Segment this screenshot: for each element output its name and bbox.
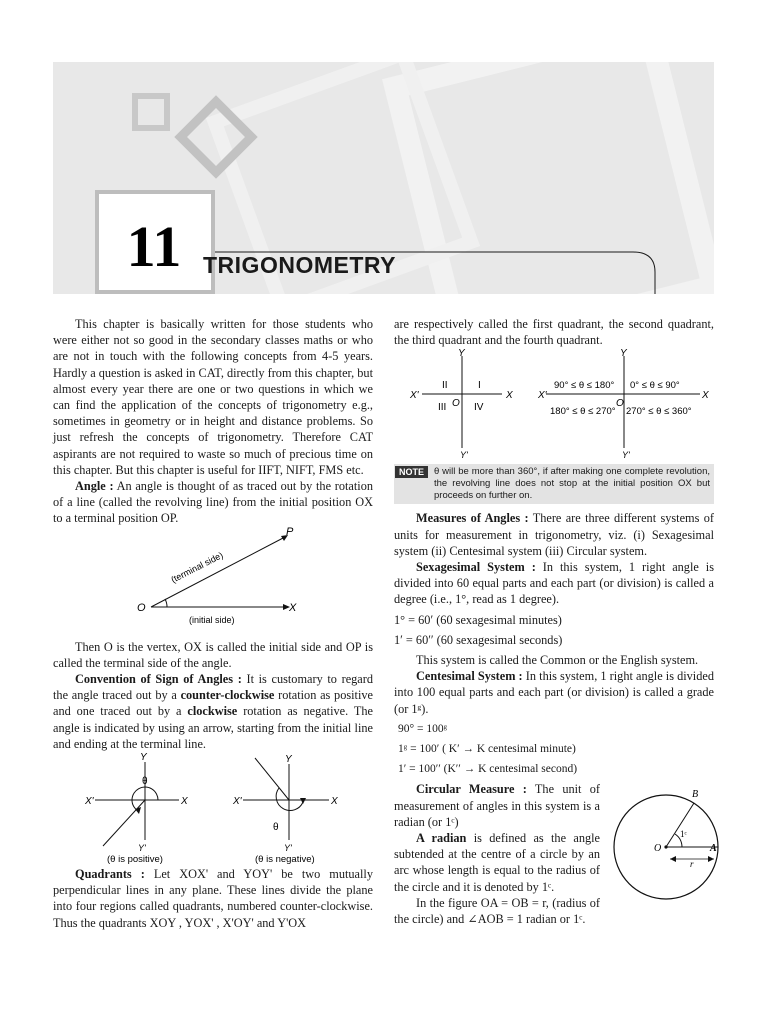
chapter-title: TRIGONOMETRY	[203, 252, 396, 278]
radian-bold: A radian	[416, 831, 467, 846]
fig3a-q4: IV	[474, 402, 484, 414]
figure-paragraph: In the figure OA = OB = r, (radius of the circle) and ∠AOB = 1 radian or 1ᶜ.	[394, 895, 600, 927]
fig3a-q2: II	[442, 380, 448, 392]
fig3a-o: O	[452, 398, 460, 410]
quadrants-paragraph	[53, 866, 373, 931]
convention-paragraph	[53, 671, 373, 752]
fig1-label-o: O	[137, 601, 146, 614]
centesimal-heading: Centesimal System :	[416, 669, 523, 684]
angle-figure	[53, 527, 373, 639]
quadrant-continued-paragraph: are respectively called the first quadrant, the second quadrant, the third quadrant and the fourth quadrant.	[394, 317, 714, 348]
fig2b-y: Y	[285, 754, 292, 766]
fig3b-range-2: 90° ≤ θ ≤ 180°	[554, 380, 615, 392]
fig3b-o: O	[616, 398, 624, 410]
fig3b-xp: X'	[538, 390, 547, 402]
circular-text: The unit of measurement of angles in this system is a radian (or 1ᶜ)	[394, 782, 600, 829]
fig2a-theta: θ	[142, 776, 148, 788]
radian-figure	[604, 777, 720, 917]
fig2a-y: Y	[140, 752, 147, 764]
sign-of-angles-figure	[53, 752, 373, 866]
sexagesimal-eq-1: 1° = 60′ (60 sexagesimal minutes)	[394, 612, 562, 627]
note-box	[394, 464, 714, 504]
sexagesimal-common: This system is called the Common or the English system.	[416, 653, 699, 668]
sexagesimal-paragraph	[394, 559, 714, 608]
convention-text-3: rotation as negative. The angle is indicated by using an arrow, starting from the initial line and ending at the terminal line.	[53, 704, 373, 751]
measures-text: There are three different systems of units for measurement in trigonometry, viz. (i) Sexagesimal system (ii) Centesimal system (iii) Circular system.	[394, 511, 714, 558]
fig1-label-x: X	[289, 601, 297, 614]
convention-bold-2: clockwise	[187, 704, 238, 719]
fig3a-xp: X'	[410, 390, 419, 402]
convention-bold-1: counter-clockwise	[180, 688, 275, 703]
fig1-label-p: P	[286, 526, 294, 538]
angle-heading: Angle :	[75, 479, 114, 494]
fig3b-range-4: 270° ≤ θ ≤ 360°	[626, 406, 692, 418]
angle-text: An angle is thought of as traced out by the rotation of a line (called the revolving line) from the initial position OX to a terminal position OP.	[53, 479, 373, 526]
fig4-label-b: B	[692, 789, 699, 801]
fig2a-caption: (θ is positive)	[107, 854, 163, 866]
sexagesimal-text: In this system, 1 right angle is divided into 60 equal parts and each part (or division) is called a degree (i.e., 1°, read as 1 degree).	[394, 560, 714, 607]
chapter-number: 11	[126, 214, 182, 279]
fig2a-x: X	[181, 796, 188, 808]
note-text: θ will be more than 360°, if after making one complete revolution, the revolving line does not stop at the initial position OX but proceeds on further on.	[434, 466, 710, 502]
fig2b-xp: X'	[233, 796, 242, 808]
fig1-initial-side: (initial side)	[189, 614, 235, 625]
fig3b-yp: Y'	[622, 450, 630, 461]
centesimal-eq-2: 1ᵍ = 100′ ( K′ → K centesimal minute)	[398, 743, 576, 756]
quadrants-figure	[394, 348, 714, 460]
convention-text-1: It is customary to regard the angle traced out by a	[53, 672, 374, 703]
centesimal-paragraph	[394, 668, 714, 717]
radian-text: is defined as the angle subtended at the centre of a circle by an arc whose length is equal to the radius of the circle and it is denoted by 1ᶜ.	[394, 831, 600, 894]
fig2b-theta: θ	[273, 822, 279, 834]
fig2b-yp: Y'	[284, 843, 292, 854]
fig3a-q3: III	[438, 402, 447, 414]
angle-paragraph	[53, 478, 373, 527]
fig4-label-o: O	[654, 843, 662, 855]
fig2a-yp: Y'	[138, 843, 146, 854]
fig4-label-a: A	[710, 843, 717, 855]
fig3a-y: Y	[458, 348, 465, 360]
intro-paragraph: This chapter is basically written for those students who were either not so good in the secondary classes maths or who are not in touch with the following concepts from 4-5 years. Hardly a question is asked in CAT, directly from this chapter, but almost every year there are one or two questions in which we can find the application of the concepts of trigonometry e.g., sometimes in geometry or in height and distance problems. So just refresh the concepts of trigonometry. Therefore CAT aspirants are not required to waste so much of precious time on this chapter. But this chapter is useful for IIFT, NIFT, FMS etc.	[53, 317, 373, 477]
circular-heading: Circular Measure :	[416, 782, 527, 797]
fig3a-x: X	[506, 390, 513, 402]
fig3a-q1: I	[478, 380, 481, 392]
vertex-paragraph: Then O is the vertex, OX is called the initial side and OP is called the terminal side of the angle.	[53, 639, 373, 670]
fig3a-yp: Y'	[460, 450, 468, 461]
fig4-label-r: r	[690, 859, 694, 870]
note-tag: NOTE	[395, 466, 428, 478]
circular-measure-block	[394, 781, 717, 927]
fig3b-range-3: 180° ≤ θ ≤ 270°	[550, 406, 616, 418]
fig2b-x: X	[331, 796, 338, 808]
centesimal-text: In this system, 1 right angle is divided into 100 equal parts and each part (or division) is called a grade (or 1ᵍ).	[394, 669, 714, 716]
fig3b-range-1: 0° ≤ θ ≤ 90°	[630, 380, 680, 392]
measures-paragraph	[394, 510, 714, 559]
convention-text-2: rotation as positive and one traced out by a	[53, 688, 373, 719]
centesimal-eq-1: 90° = 100ᵍ	[398, 722, 448, 735]
measures-heading: Measures of Angles :	[416, 511, 529, 526]
fig3b-y: Y	[620, 348, 627, 360]
quadrants-text: Let XOX' and YOY' be two mutually perpendicular lines in any plane. These lines divide the plane into four regions called quadrants, numbered counter-clockwise. Thus the quadrants XOY , YOX' , X'OY' and Y'OX	[53, 867, 373, 930]
convention-heading: Convention of Sign of Angles :	[75, 672, 242, 687]
sexagesimal-eq-2: 1′ = 60′′ (60 sexagesimal seconds)	[394, 632, 563, 647]
fig4-label-angle: 1ᶜ	[680, 829, 687, 840]
sexagesimal-heading: Sexagesimal System :	[416, 560, 536, 575]
chapter-header	[53, 62, 714, 294]
centesimal-eq-3: 1′ = 100′′ (K′′ → K centesimal second)	[398, 763, 578, 776]
fig2a-xp: X'	[85, 796, 94, 808]
fig2b-caption: (θ is negative)	[255, 854, 315, 866]
fig3b-x: X	[702, 390, 709, 402]
left-column	[53, 316, 373, 931]
right-column	[394, 316, 717, 927]
quadrants-heading: Quadrants :	[75, 867, 145, 882]
fig1-terminal-side: (terminal side)	[169, 549, 225, 585]
